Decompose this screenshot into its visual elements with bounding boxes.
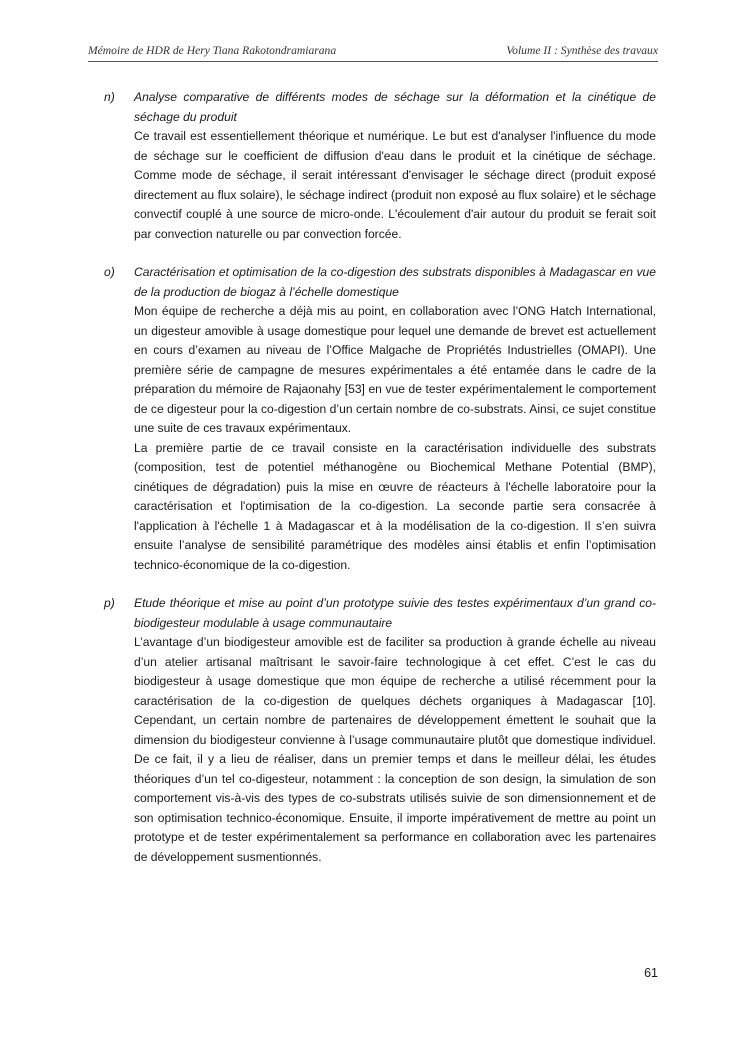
- section-title: Etude théorique et mise au point d’un prototype suivie des testes expérimentaux d’un grand co-biodigesteur modulable à usage communautaire: [134, 596, 656, 630]
- header-rule: [88, 61, 658, 62]
- header-volume: Volume II : Synthèse des travaux: [506, 44, 658, 57]
- section-body: [134, 263, 656, 575]
- section-title: Caractérisation et optimisation de la co-digestion des substrats disponibles à Madagascar en vue de la production de biogaz à l’échelle domestique: [134, 265, 656, 299]
- section-paragraph: Ce travail est essentiellement théorique et numérique. Le but est d'analyser l'influence du mode de séchage sur le coefficient de diffusion d'eau dans le produit et la cinétique de séchage. Comme mode de séchage, il serait intéressant d'envisager le séchage direct (produit exposé directement au flux solaire), le séchage indirect (produit non exposé au flux solaire) et le séchage convectif couplé à une source de micro-onde. L'écoulement d'air autour du produit se ferait soit par convection naturelle ou par convection forcée.: [134, 129, 656, 241]
- section-marker: o): [104, 265, 115, 279]
- section-body: [134, 594, 656, 867]
- page-content: [104, 88, 656, 886]
- page-header: [88, 44, 658, 57]
- section-marker: n): [104, 90, 115, 104]
- section-marker: p): [104, 596, 115, 610]
- section-paragraph: Mon équipe de recherche a déjà mis au point, en collaboration avec l’ONG Hatch International, un digesteur amovible à usage domestique pour lequel une demande de brevet est actuellement en cours d’examen au niveau de l’Office Malgache de Propriétés Industrielles (OMAPI). Une première série de campagne de mesures expérimentales a été entamée dans le cadre de la préparation du mémoire de Rajaonahy [53] en vue de tester expérimentalement le comportement de ce digesteur pour la co-digestion d’un certain nombre de co-substrats. Ainsi, ce sujet constitue une suite de ces travaux expérimentaux.: [134, 304, 656, 435]
- section-paragraph: L’avantage d’un biodigesteur amovible est de faciliter sa production à grande échelle au niveau d’un atelier artisanal maîtrisant le savoir-faire technologique à cet effet. C’est le cas du biodigesteur à usage domestique que mon équipe de recherche a utilisé récemment pour la caractérisation de la co-digestion de quelques déchets organiques à Madagascar [10]. Cependant, un certain nombre de partenaires de développement émettent le souhait que la dimension du biodigesteur convienne à l’usage communautaire plutôt que domestique individuel. De ce fait, il y a lieu de réaliser, dans un premier temps et dans le meilleur délai, les études théoriques d’un tel co-digesteur, notamment : la conception de son design, la simulation de son comportement vis-à-vis des types de co-substrats utilisés suivie de son dimensionnement et de son optimisation technico-économique. Ensuite, il importe impérativement de mettre au point un prototype et de tester expérimentalement sa performance en collaboration avec les partenaires de développement susmentionnés.: [134, 635, 656, 864]
- header-author: Mémoire de HDR de Hery Tiana Rakotondramiarana: [88, 44, 337, 57]
- section-body: [134, 88, 656, 244]
- section-n: [104, 88, 656, 244]
- page-number: 61: [644, 966, 658, 980]
- section-o: [104, 263, 656, 575]
- section-paragraph: La première partie de ce travail consiste en la caractérisation individuelle des substrats (composition, test de potentiel méthanogène ou Biochemical Methane Potential (BMP), cinétiques de dégradation) puis la mise en œuvre de réacteurs à l'échelle laboratoire pour la caractérisation et l'optimisation de la co-digestion. La seconde partie sera consacrée à l'application à l'échelle 1 à Madagascar et à la modélisation de la co-digestion. Il s’en suivra ensuite l’analyse de sensibilité paramétrique des modèles ainsi établis et enfin l’optimisation technico-économique de la co-digestion.: [134, 440, 656, 572]
- section-title: Analyse comparative de différents modes de séchage sur la déformation et la cinétique de séchage du produit: [134, 90, 656, 124]
- section-p: [104, 594, 656, 867]
